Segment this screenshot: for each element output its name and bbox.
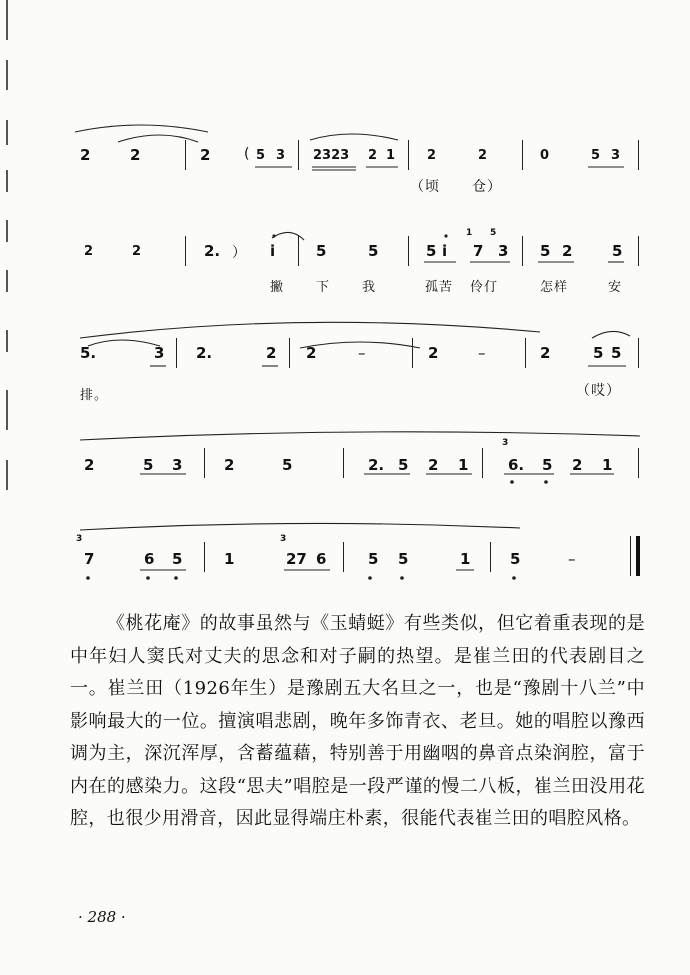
- note: 3: [276, 148, 286, 163]
- bar-line: [482, 448, 483, 478]
- bar-line: [298, 236, 299, 266]
- bar-line: [638, 140, 639, 170]
- slur-arc: [80, 432, 640, 440]
- dash: –: [358, 344, 366, 362]
- binding-edge-mark: [6, 60, 8, 90]
- grace-note: 3: [76, 534, 83, 544]
- note: 5: [398, 550, 409, 568]
- note: 1: [602, 456, 613, 474]
- score-line-4: [0, 440, 690, 520]
- note: 3: [498, 242, 509, 260]
- bar-line: [185, 140, 186, 170]
- note: 5: [282, 456, 293, 474]
- lyric: 排。: [80, 388, 109, 403]
- note: 5: [426, 242, 437, 260]
- grace-note: 5: [490, 228, 497, 238]
- bar-line: [525, 338, 526, 368]
- note: 6: [144, 550, 155, 568]
- note: 1: [224, 550, 235, 568]
- paren-open: (: [244, 146, 250, 162]
- note: 3: [172, 456, 183, 474]
- note: 6: [316, 550, 327, 568]
- note: 2: [427, 148, 437, 163]
- bar-line: [298, 140, 299, 170]
- note-group: 2323: [313, 148, 350, 163]
- lyric: 孤苦: [425, 280, 454, 295]
- note: 7: [473, 242, 484, 260]
- note: 2: [84, 456, 95, 474]
- note: 1: [460, 550, 471, 568]
- bar-line: [185, 236, 186, 266]
- note: 5: [612, 242, 623, 260]
- lyric: 仓）: [472, 179, 502, 195]
- note: 5: [593, 344, 604, 362]
- note: 7: [84, 550, 95, 568]
- note: 2: [132, 244, 142, 259]
- lyric: 伶仃: [470, 280, 499, 295]
- grace-note: 3: [502, 438, 509, 448]
- note: 2: [562, 242, 573, 260]
- note: 5: [510, 550, 521, 568]
- note: 2: [200, 146, 211, 164]
- note: 6.: [508, 456, 525, 474]
- bar-line: [638, 338, 639, 368]
- note: 2: [368, 148, 378, 163]
- note: 2: [84, 244, 94, 259]
- bar-line: [412, 338, 413, 368]
- commentary-paragraph: 《桃花庵》的故事虽然与《玉蜻蜓》有些类似，但它着重表现的是中年妇人窦氏对丈夫的思念和对子嗣的热望。是崔兰田的代表剧目之一。崔兰田（1926年生）是豫剧五大名旦之一，也是“豫剧十八兰”中影响最大的一位。擅演唱悲剧，晚年多饰青衣、老旦。她的唱腔以豫西调为主，深沉浑厚，含蓄蕴藉，特别善于用幽咽的鼻音点染润腔，富于内在的感染力。这段“思夫”唱腔是一段严谨的慢二八板，崔兰田没用花腔，也很少用滑音，因此显得端庄朴素，很能代表崔兰田的唱腔风格。: [70, 613, 645, 829]
- note: 5: [611, 344, 622, 362]
- lyric: 撇: [270, 280, 285, 295]
- note: 5: [368, 242, 379, 260]
- note: 2: [428, 456, 439, 474]
- bar-line: [343, 542, 344, 572]
- binding-edge-mark: [6, 0, 8, 40]
- dash: –: [568, 550, 576, 568]
- bar-line: [408, 140, 409, 170]
- note: 2: [224, 456, 235, 474]
- note: 1: [458, 456, 469, 474]
- note: 2.: [368, 456, 385, 474]
- note: 2: [428, 344, 439, 362]
- note: 2: [540, 344, 551, 362]
- note: 2.: [204, 242, 221, 260]
- bar-line: [408, 236, 409, 266]
- note: 3: [154, 344, 165, 362]
- lyric: 安: [608, 280, 623, 295]
- lyric: （顷: [410, 179, 440, 195]
- note: 2: [572, 456, 583, 474]
- lyric: （哎）: [576, 383, 621, 399]
- bar-line: [204, 542, 205, 572]
- note: 2: [478, 148, 488, 163]
- score-line-2: [0, 228, 690, 312]
- note: 5: [542, 456, 553, 474]
- dash: –: [478, 344, 486, 362]
- note-high: i: [442, 242, 448, 260]
- note: 5: [316, 242, 327, 260]
- note: 1: [386, 148, 396, 163]
- bar-line: [522, 236, 523, 266]
- bar-line: [490, 542, 491, 572]
- final-bar-line-thin: [630, 536, 631, 576]
- bar-line: [176, 338, 177, 368]
- note: 3: [611, 148, 621, 163]
- note-group: 27: [286, 550, 307, 568]
- note: 5: [172, 550, 183, 568]
- note-high: i: [270, 242, 276, 260]
- bar-line: [204, 448, 205, 478]
- tie-arc: [75, 125, 208, 132]
- note: 0: [540, 148, 550, 163]
- note: 5: [540, 242, 551, 260]
- lyric: 下: [316, 280, 331, 295]
- final-bar-line-thick: [636, 536, 640, 576]
- note: 2: [130, 146, 141, 164]
- bar-line: [522, 140, 523, 170]
- note: 5.: [80, 344, 97, 362]
- score-line-1: [0, 140, 690, 220]
- bar-line: [638, 236, 639, 266]
- score-line-5: [0, 530, 690, 610]
- note: 5: [368, 550, 379, 568]
- note: 5: [143, 456, 154, 474]
- grace-note: 3: [280, 534, 287, 544]
- lyric: 怎样: [540, 280, 569, 295]
- note: 2: [306, 344, 317, 362]
- paren-close: ）: [232, 245, 246, 261]
- note: 5: [398, 456, 409, 474]
- bar-line: [638, 448, 639, 478]
- bar-line: [343, 448, 344, 478]
- note: 2.: [196, 344, 213, 362]
- lyric: 我: [362, 280, 377, 295]
- note: 5: [256, 148, 266, 163]
- bar-line: [289, 338, 290, 368]
- note: 2: [80, 146, 91, 164]
- page-number: · 288 ·: [78, 908, 126, 926]
- score-line-3: [0, 336, 690, 416]
- note: 5: [591, 148, 601, 163]
- grace-note: 1: [466, 228, 473, 238]
- note: 2: [266, 344, 277, 362]
